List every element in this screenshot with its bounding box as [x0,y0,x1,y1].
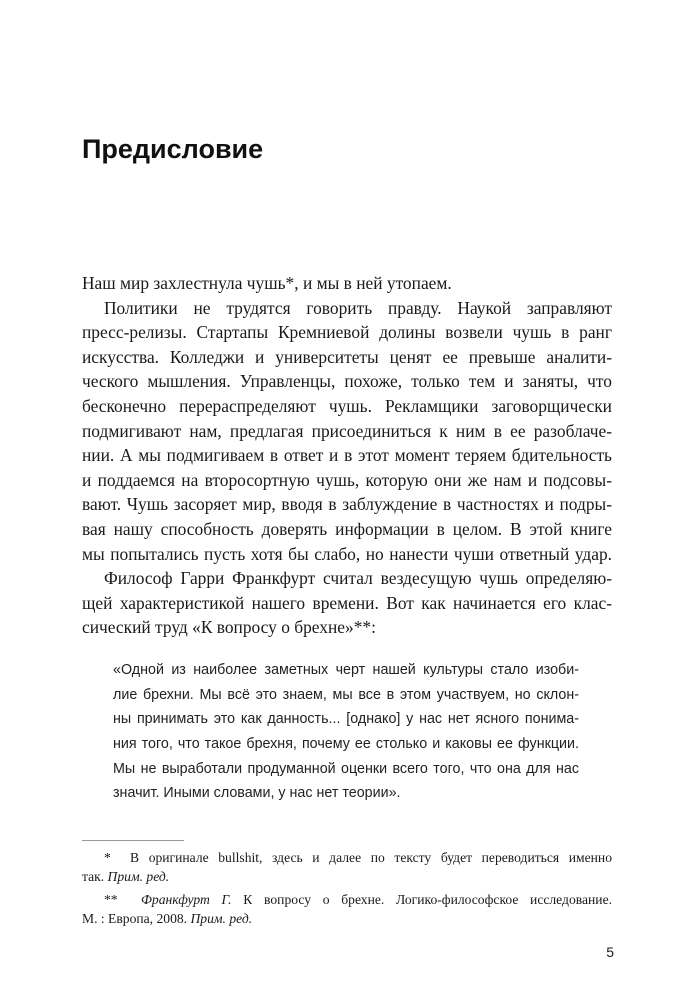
text-line: подмигивают нам, предлагая присоединиться к ним в ее разоблачe- [82,420,612,441]
footnote-text: К вопросу о брехне. Логико-философское исследование. [231,892,612,907]
footnote-marker: * [104,850,111,865]
footnote-line [82,890,612,909]
text-line: пресс-релизы. Стартапы Кремниевой долины возвели чушь в ранг [82,322,612,343]
text-line: вая нашу способность доверять информации в целом. В этой книге [82,518,612,539]
text-line: ческого мышления. Управленцы, похоже, только тем и заняты, что [82,371,612,392]
chapter-heading: Предисловие [82,134,264,164]
text-line: мы попытались пусть хотя бы слабо, но нанести чуши ответный удар. [82,543,612,564]
page-number: 5 [606,944,614,960]
text-line: искусства. Колледжи и университеты ценят ее превыше аналити- [82,346,612,367]
footnote-marker: ** [104,892,118,907]
text-line: нии. А мы подмигиваем в ответ и в этот момент теряем бдительность [82,445,612,466]
quote-line: ны принимать это как данность... [однако] у нас нет ясного понима- [113,711,579,728]
footnote-1 [82,848,612,886]
paragraph-3 [82,566,612,640]
footnote-line [82,867,612,886]
block-quote [113,658,579,806]
text-line: Политики не трудятся говорить правду. Наукой заправляют [104,297,612,318]
footnote-line [82,848,612,867]
text-line: Философ Гарри Франкфурт считал вездесущую чушь определяю- [104,568,612,589]
editor-note: Прим. ред. [107,869,170,884]
text-line: сический труд «К вопросу о брехне»**: [82,617,376,638]
text-line: Наш мир захлестнула чушь*, и мы в ней утопаем. [82,273,452,293]
quote-line: Мы не выработали продуманной оценки всего того, что она для нас [113,760,579,777]
footnote-text: В оригинале bullshit, здесь и далее по тексту будет переводиться именно [130,850,613,865]
footnote-divider [82,840,184,841]
footnote-author: Франкфурт Г. [141,892,232,907]
quote-line: ния того, что такое брехня, почему ее столько и каковы ее функции. [113,736,579,753]
quote-line: значит. Иными словами, у нас нет теории». [113,785,401,802]
text-line: вают. Чушь засоряет мир, вводя в заблуждение в частностях и подры- [82,494,612,515]
body-text [82,271,612,640]
text-line: бесконечно перераспределяют чушь. Рекламщики заговорщически [82,395,612,416]
paragraph-1 [82,271,612,296]
editor-note: Прим. ред. [190,911,253,926]
footnote-line [82,909,612,928]
footnote-2 [82,890,612,928]
paragraph-2 [82,296,612,567]
text-line: щей характеристикой нашего времени. Вот как начинается его клас- [82,592,612,613]
text-line: и поддаемся на второсортную чушь, которую они же нам и подсовы- [82,469,612,490]
quote-line: лие брехни. Мы всё это знаем, мы все в этом участвуем, но склон- [113,686,579,703]
footnote-text: так. [82,869,108,884]
footnote-text: М. : Европа, 2008. [82,911,191,926]
quote-line: «Одной из наиболее заметных черт нашей культуры стало изоби- [113,662,579,678]
footnotes [82,848,612,932]
